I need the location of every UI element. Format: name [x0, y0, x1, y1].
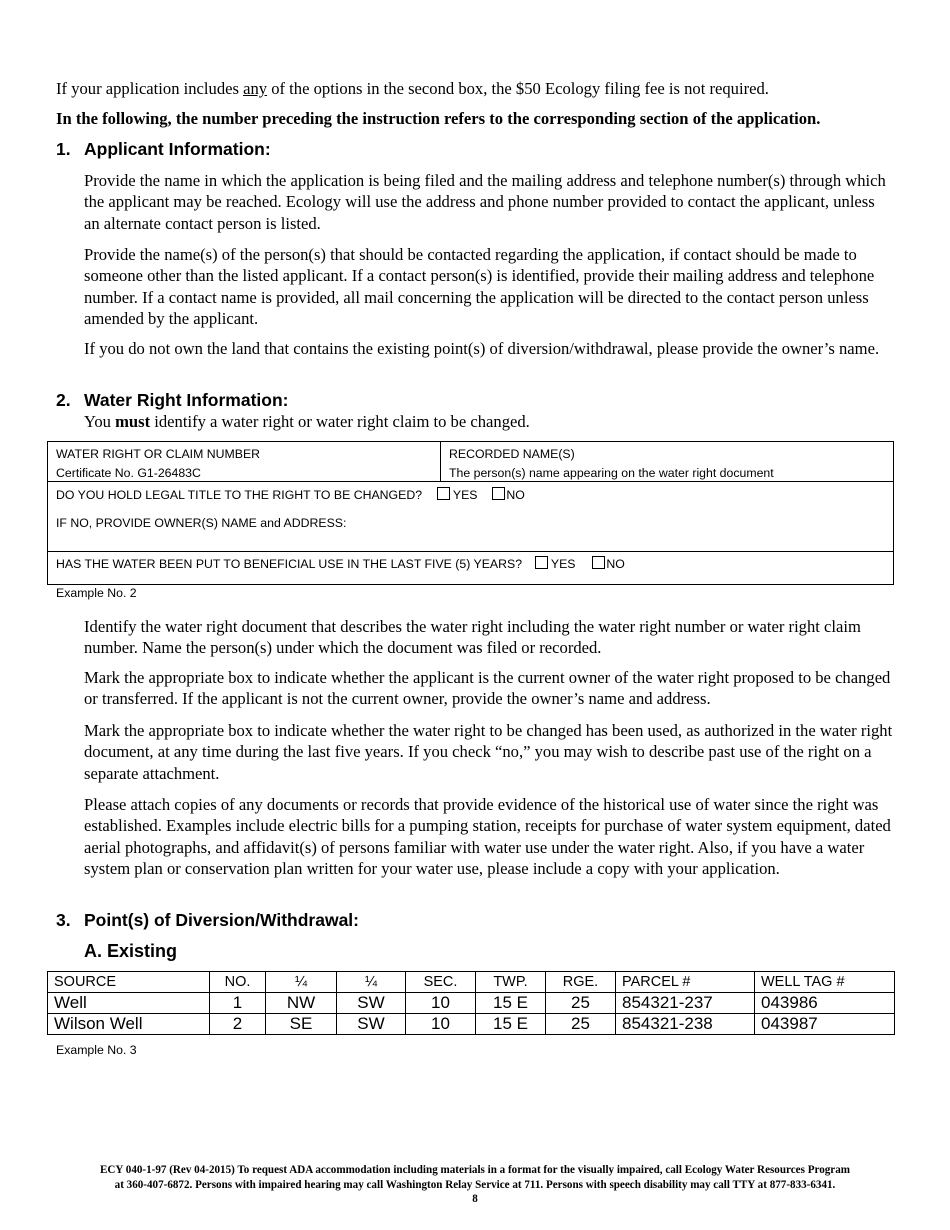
- section-1-number: 1.: [56, 139, 71, 159]
- page-footer: [20, 1163, 930, 1207]
- section-2-paragraph: Identify the water right document that describes the water right including the water right number or water right claim number. Name the person(s) under which the document was filed or recorded.: [84, 617, 861, 658]
- column-header: ¼: [337, 972, 406, 993]
- column-header: TWP.: [476, 972, 546, 993]
- table-cell: 10: [406, 993, 476, 1014]
- claim-cell: [48, 442, 441, 481]
- owner-prompt: IF NO, PROVIDE OWNER(S) NAME and ADDRESS:: [56, 516, 347, 530]
- table-cell: 043986: [755, 993, 895, 1014]
- column-header: SOURCE: [48, 972, 210, 993]
- section-1-paragraph: Provide the name(s) of the person(s) that should be contacted regarding the application, if contact should be made to someone other than the listed applicant. If a contact person(s) is identified, provide their mailing address and telephone number. If a contact name is provided, all mail concerning the application will be directed to the contact person unless amended by the applicant.: [84, 245, 875, 328]
- section-3-title: Point(s) of Diversion/Withdrawal:: [84, 910, 359, 930]
- legal-title-yes-label: YES: [452, 488, 478, 502]
- table-cell: 854321-238: [616, 1014, 755, 1035]
- section-1-title: Applicant Information:: [84, 139, 271, 159]
- beneficial-use-question: HAS THE WATER BEEN PUT TO BENEFICIAL USE IN THE LAST FIVE (5) YEARS?: [56, 557, 523, 571]
- legal-title-yes-checkbox[interactable]: [437, 487, 450, 500]
- section-2-number: 2.: [56, 390, 71, 410]
- table-cell: 854321-237: [616, 993, 755, 1014]
- table-cell: SE: [266, 1014, 337, 1035]
- section-2-paragraph: Please attach copies of any documents or records that provide evidence of the historical use of water since the right was established. Examples include electric bills for a pumping station, receipts for purchase of water system equipment, dated aerial photographs, and affidavit(s) of persons familiar with water use under the water right. Also, if you have a water system plan or conservation plan written for your water use, please include a copy with your application.: [84, 795, 891, 878]
- example-form: [47, 441, 894, 585]
- intro-underlined-word: any: [243, 79, 268, 98]
- table-header-row: [48, 972, 895, 993]
- intro-line: If your application includes any of the options in the second box, the $50 Ecology filing fee is not required.: [56, 79, 769, 98]
- table-cell: SW: [337, 1014, 406, 1035]
- page-number: 8: [472, 1193, 478, 1205]
- table-cell: 15 E: [476, 993, 546, 1014]
- section-3-subtitle: A. Existing: [84, 941, 178, 961]
- beneficial-use-yes-label: YES: [550, 557, 576, 571]
- claim-value: Certificate No. G1-26483C: [56, 466, 201, 480]
- example-2-label: Example No. 2: [56, 586, 137, 600]
- form-row-legal-title: [48, 482, 893, 552]
- table-cell: Well: [48, 993, 210, 1014]
- footer-line: at 360-407-6872. Persons with impaired hearing may call Washington Relay Service at 711. Persons with speech disability may call TTY at 877-833-6341.: [114, 1178, 836, 1191]
- column-header: ¼: [266, 972, 337, 993]
- legal-title-question: DO YOU HOLD LEGAL TITLE TO THE RIGHT TO BE CHANGED?: [56, 488, 423, 502]
- table-cell: 10: [406, 1014, 476, 1035]
- legal-title-no-checkbox[interactable]: [492, 487, 505, 500]
- section-3-number: 3.: [56, 910, 71, 930]
- example-3-label: Example No. 3: [56, 1043, 137, 1057]
- table-cell: NW: [266, 993, 337, 1014]
- form-row-claim: [48, 442, 893, 482]
- recorded-value: The person(s) name appearing on the water right document: [449, 466, 774, 480]
- section-2-must-note: You must identify a water right or water right claim to be changed.: [84, 412, 530, 431]
- section-1-paragraph: If you do not own the land that contains the existing point(s) of diversion/withdrawal, please provide the owner’s name.: [84, 339, 880, 358]
- table-row: [48, 1014, 895, 1035]
- table-cell: SW: [337, 993, 406, 1014]
- footer-line: ECY 040-1-97 (Rev 04-2015) To request ADA accommodation including materials in a format for the visually impaired, call Ecology Water Resources Program: [99, 1164, 850, 1176]
- beneficial-use-no-label: NO: [606, 557, 625, 571]
- column-header: SEC.: [406, 972, 476, 993]
- section-1-paragraph: Provide the name in which the application is being filed and the mailing address and telephone number(s) through which the applicant may be reached. Ecology will use the address and phone number provided to contact the applicant, unless an alternate contact person is listed.: [84, 171, 886, 233]
- column-header: WELL TAG #: [755, 972, 895, 993]
- column-header: NO.: [210, 972, 266, 993]
- table-cell: 043987: [755, 1014, 895, 1035]
- instruction-note: In the following, the number preceding the instruction refers to the corresponding section of the application.: [56, 109, 821, 128]
- table-cell: 25: [546, 993, 616, 1014]
- beneficial-use-no-checkbox[interactable]: [592, 556, 605, 569]
- table-cell: 15 E: [476, 1014, 546, 1035]
- legal-title-no-label: NO: [506, 488, 525, 502]
- beneficial-use-yes-checkbox[interactable]: [535, 556, 548, 569]
- recorded-label: RECORDED NAME(S): [449, 447, 575, 461]
- table-cell: Wilson Well: [48, 1014, 210, 1035]
- section-2-paragraph: Mark the appropriate box to indicate whether the water right to be changed has been used, as authorized in the water right document, at any time during the last five years. If you check “no,” you may wish to describe past use of the right on a separate attachment.: [84, 721, 893, 783]
- table-cell: 1: [210, 993, 266, 1014]
- table-cell: 25: [546, 1014, 616, 1035]
- column-header: PARCEL #: [616, 972, 755, 993]
- column-header: RGE.: [546, 972, 616, 993]
- table-cell: 2: [210, 1014, 266, 1035]
- section-2-title: Water Right Information:: [84, 390, 289, 410]
- table-row: [48, 993, 895, 1014]
- claim-label: WATER RIGHT OR CLAIM NUMBER: [56, 447, 261, 461]
- section-2-paragraph: Mark the appropriate box to indicate whether the applicant is the current owner of the water right proposed to be changed or transferred. If the applicant is not the current owner, provide the owner’s name and address.: [84, 668, 891, 709]
- points-table: [47, 971, 895, 1035]
- beneficial-use-line: [56, 556, 625, 571]
- legal-title-line: [56, 487, 525, 502]
